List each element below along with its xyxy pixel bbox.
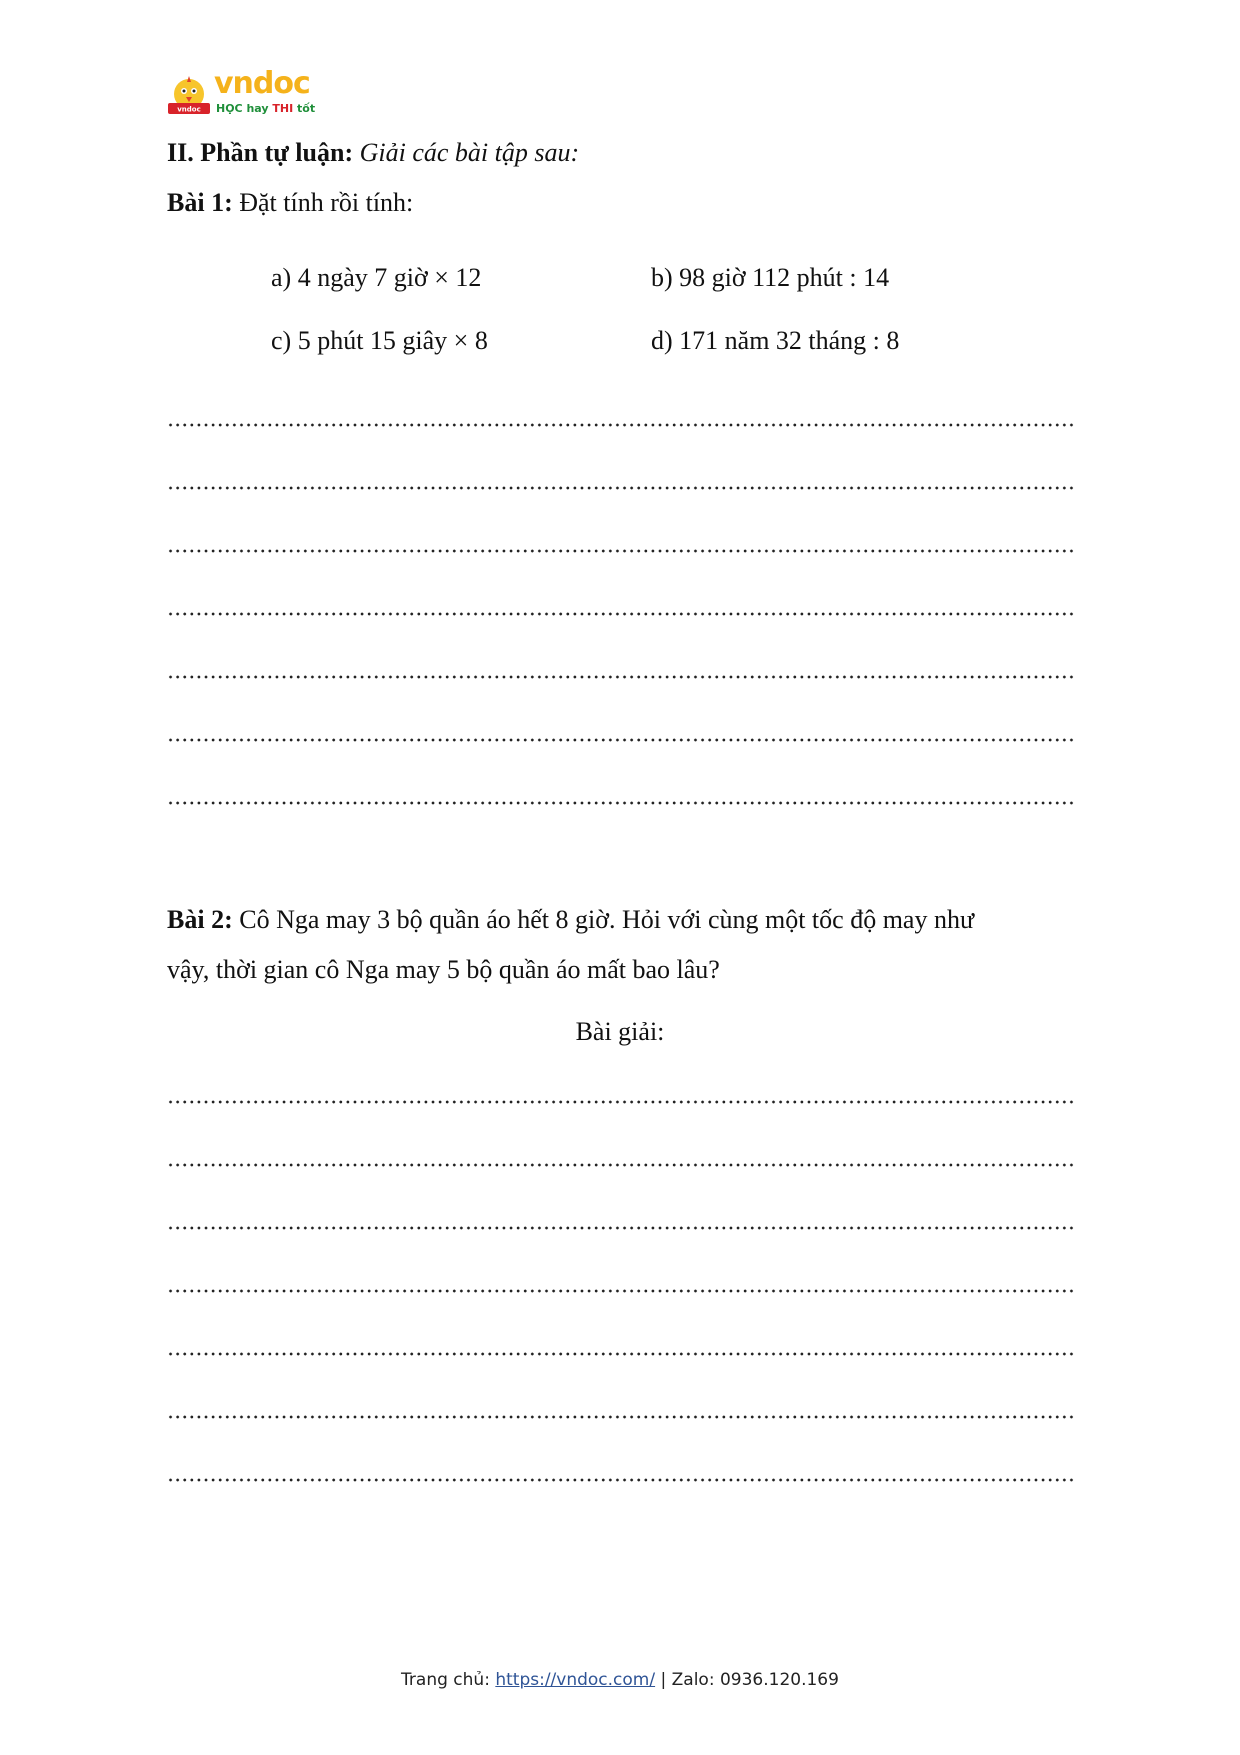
slogan: HỌC hay THI tốt [216, 102, 316, 115]
home-link[interactable]: https://vndoc.com/ [495, 1670, 656, 1690]
brand-name: vndoc [214, 66, 310, 101]
answer-line [167, 801, 1075, 805]
exercise-1-title: Bài 1: Đặt tính rồi tính: [167, 188, 414, 217]
answer-line [167, 612, 1075, 616]
exercise-1-item-d: d) 171 năm 32 tháng : 8 [651, 326, 900, 355]
answer-line [167, 1100, 1075, 1104]
exercise-1-item-b: b) 98 giờ 112 phút : 14 [651, 263, 890, 292]
answer-line [167, 1415, 1075, 1419]
answer-line [167, 549, 1075, 553]
answer-line [167, 1352, 1075, 1356]
answer-line [167, 423, 1075, 427]
answer-line [167, 738, 1075, 742]
vndoc-logo [166, 66, 316, 122]
mascot-icon [166, 74, 212, 116]
section-heading: II. Phần tự luận: Giải các bài tập sau: [167, 138, 580, 167]
exercise-1-item-a: a) 4 ngày 7 giờ × 12 [271, 263, 482, 292]
answer-line [167, 1226, 1075, 1230]
exercise-2-line-2: vậy, thời gian cô Nga may 5 bộ quần áo mất bao lâu? [167, 955, 720, 984]
solution-heading: Bài giải: [575, 1017, 665, 1046]
exercise-1-item-c: c) 5 phút 15 giây × 8 [271, 326, 488, 355]
zalo-contact: Zalo: 0936.120.169 [671, 1670, 839, 1690]
answer-line [167, 675, 1075, 679]
answer-line [167, 486, 1075, 490]
exercise-2-line-1: Bài 2: Cô Nga may 3 bộ quần áo hết 8 giờ. Hỏi với cùng một tốc độ may như [167, 905, 975, 934]
svg-text:vndoc: vndoc [177, 105, 201, 114]
answer-line [167, 1163, 1075, 1167]
answer-line [167, 1289, 1075, 1293]
answer-line [167, 1478, 1075, 1482]
page-footer: Trang chủ: https://vndoc.com/ | Zalo: 0936.120.169 [401, 1670, 839, 1690]
